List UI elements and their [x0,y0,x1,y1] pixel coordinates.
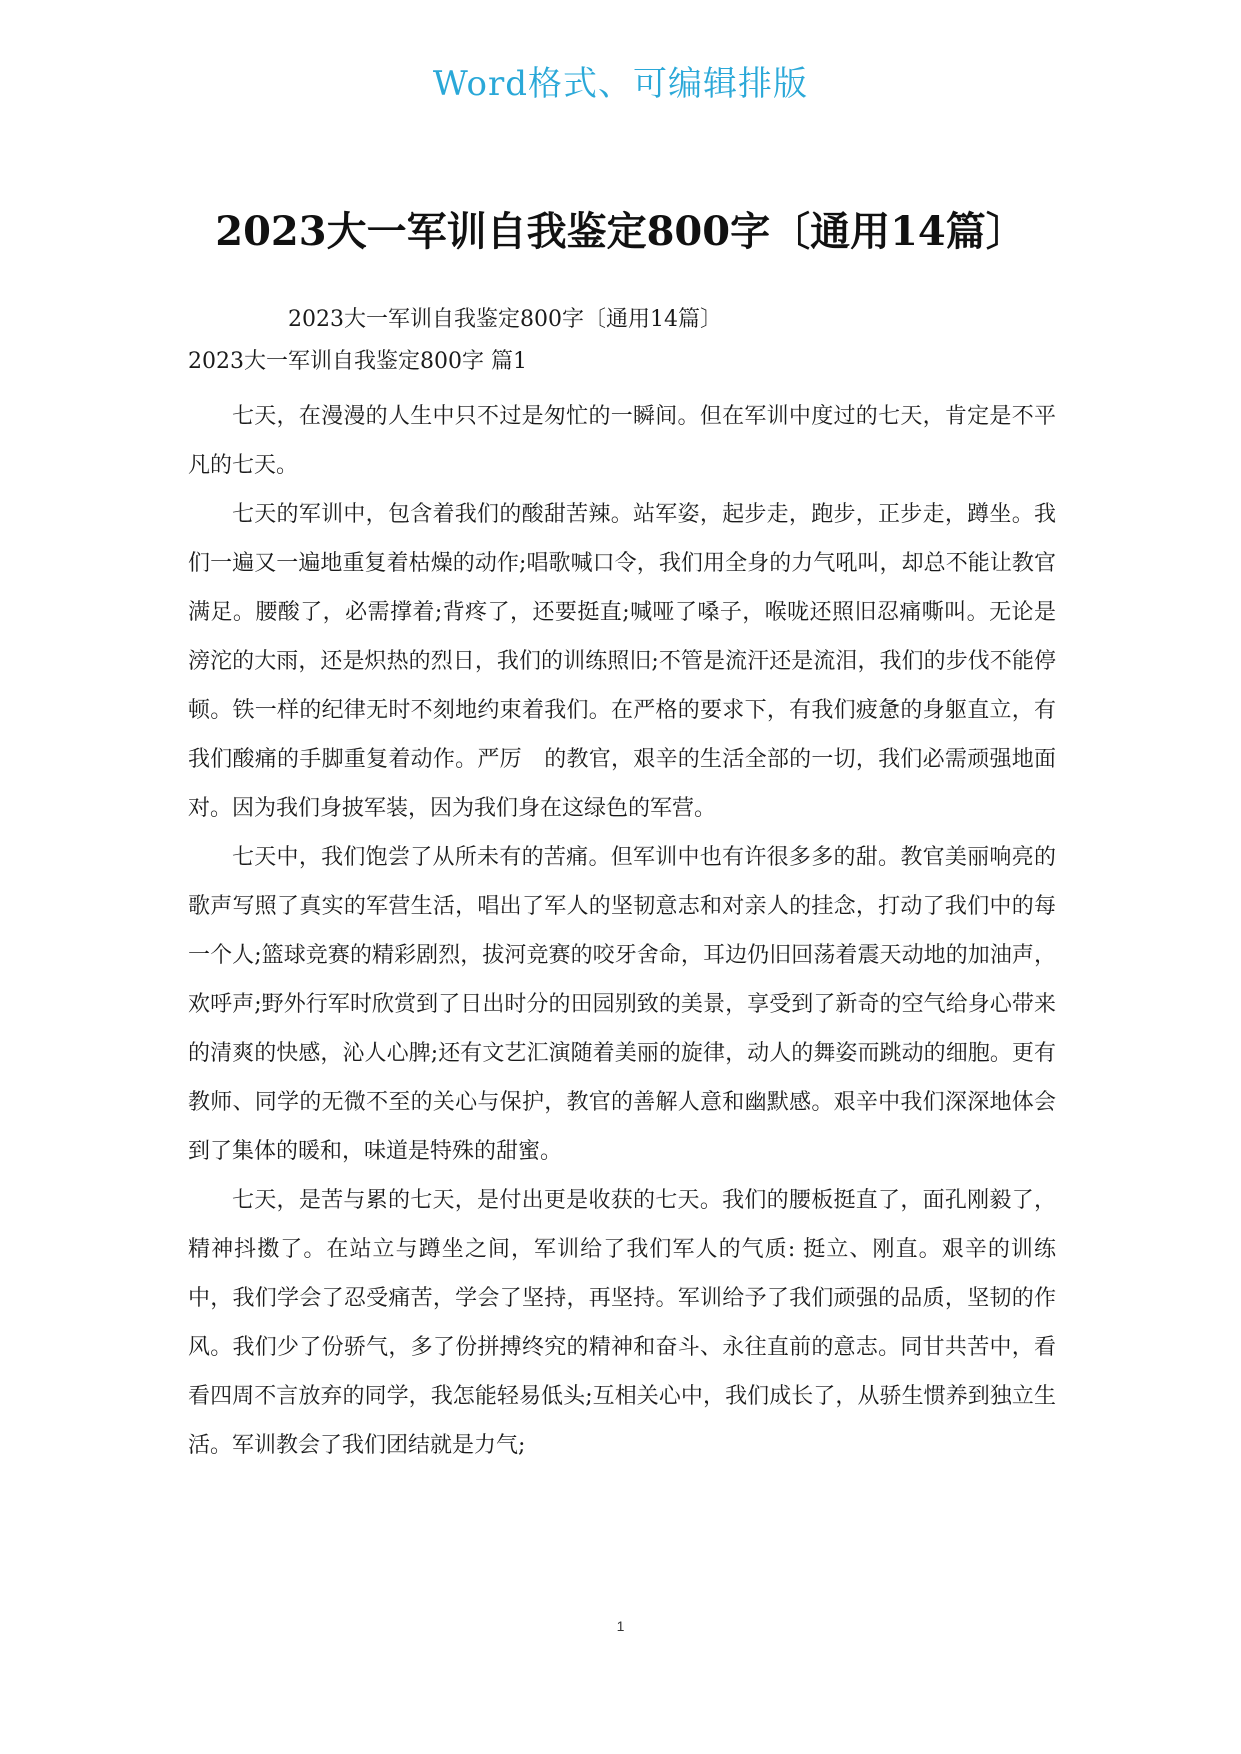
header-banner: Word格式、可编辑排版 [432,64,809,104]
paragraph: 七天的军训中，包含着我们的酸甜苦辣。站军姿，起步走，跑步，正步走，蹲坐。我们一遍又一遍地重复着枯燥的动作;唱歌喊口令，我们用全身的力气吼叫，却总不能让教官满足。腰酸了，必需撑着;背疼了，还要挺直;喊哑了嗓子，喉咙还照旧忍痛嘶叫。无论是滂沱的大雨，还是炽热的烈日，我们的训练照旧;不管是流汗还是流泪，我们的步伐不能停顿。铁一样的纪律无时不刻地约束着我们。在严格的要求下，有我们疲惫的身躯直立，有我们酸痛的手脚重复着动作。严厉 的教官，艰辛的生活全部的一切，我们必需顽强地面对。因为我们身披军装，因为我们身在这绿色的军营。 [188,502,1056,821]
document-subtitle: 2023大一军训自我鉴定800字〔通用14篇〕 [288,307,722,332]
paragraph: 七天中，我们饱尝了从所未有的苦痛。但军训中也有许很多多的甜。教官美丽响亮的歌声写照了真实的军营生活，唱出了军人的坚韧意志和对亲人的挂念，打动了我们中的每一个人;篮球竞赛的精彩剧烈，拔河竞赛的咬牙舍命，耳边仍旧回荡着震天动地的加油声，欢呼声;野外行军时欣赏到了日出时分的田园别致的美景，享受到了新奇的空气给身心带来的清爽的快感，沁人心脾;还有文艺汇演随着美丽的旋律，动人的舞姿而跳动的细胞。更有教师、同学的无微不至的关心与保护，教官的善解人意和幽默感。艰辛中我们深深地体会到了集体的暖和，味道是特殊的甜蜜。 [188,845,1056,1164]
paragraph: 七天，是苦与累的七天，是付出更是收获的七天。我们的腰板挺直了，面孔刚毅了，精神抖擞了。在站立与蹲坐之间，军训给了我们军人的气质: 挺立、刚直。艰辛的训练中，我们学会了忍受痛苦，学会了坚持，再坚持。军训给予了我们顽强的品质，坚韧的作风。我们少了份骄气，多了份拼搏终究的精神和奋斗、永往直前的意志。同甘共苦中，看看四周不言放弃的同学，我怎能轻易低头;互相关心中，我们成长了，从骄生惯养到独立生活。军训教会了我们团结就是力气; [188,1188,1056,1458]
section-heading: 2023大一军训自我鉴定800字 篇1 [188,349,527,374]
document-title: 2023大一军训自我鉴定800字〔通用14篇〕 [215,208,1026,255]
paragraph: 七天，在漫漫的人生中只不过是匆忙的一瞬间。但在军训中度过的七天，肯定是不平凡的七天。 [188,404,1056,478]
page-number: 1 [616,1618,625,1634]
document-body [188,300,1056,1470]
